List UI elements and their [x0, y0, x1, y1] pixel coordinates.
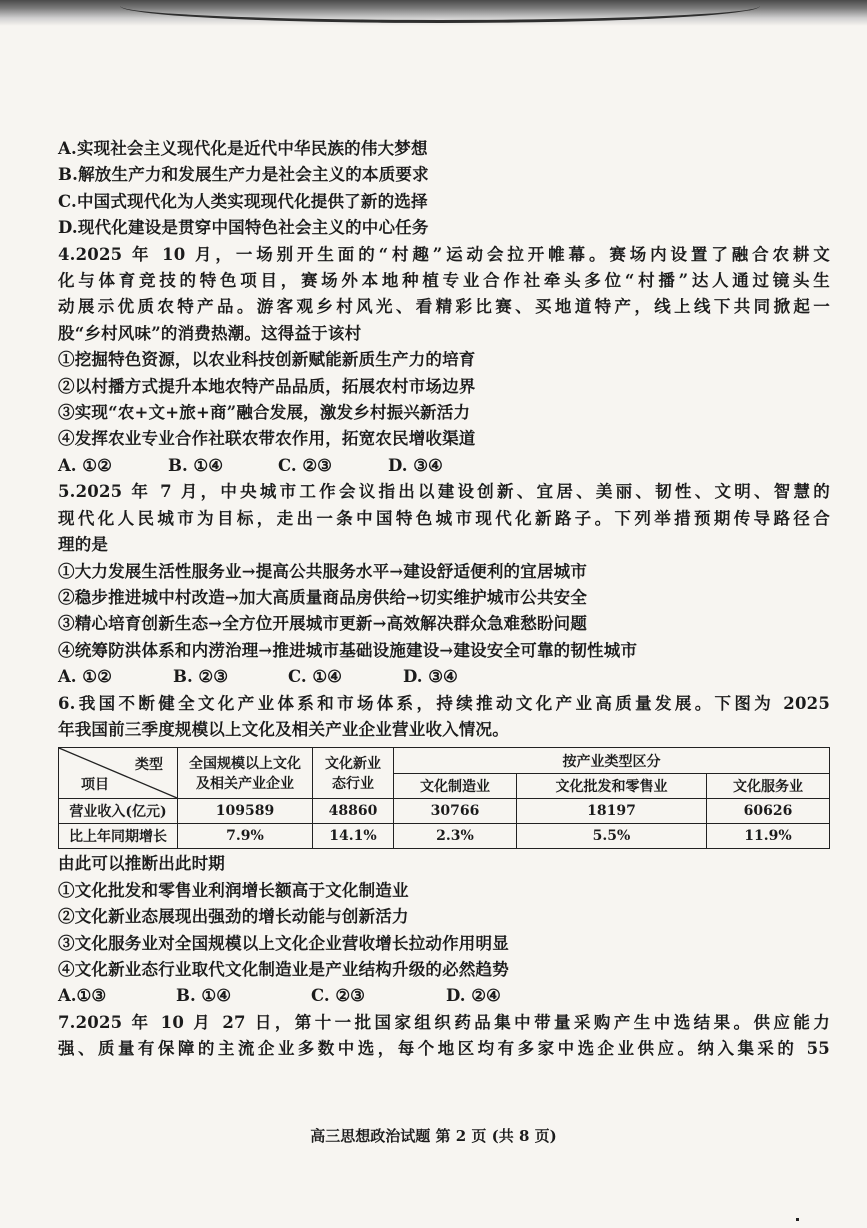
q5-item: ④统筹防洪体系和内涝治理→推进城市基础设施建设→建设安全可靠的韧性城市: [58, 640, 638, 660]
q3-option-c: C.中国式现代化为人类实现现代化提供了新的选择: [58, 191, 428, 211]
q6-stem-line: 年我国前三季度规模以上文化及相关产业企业营业收入情况。: [58, 719, 509, 739]
question-6: [58, 691, 830, 1010]
q6-stem-line: 6.我国不断健全文化产业体系和市场体系，持续推动文化产业高质量发展。下图为 2025: [58, 693, 830, 713]
col-header-all-line: 及相关产业企业: [196, 776, 294, 793]
table-cell: 2.3%: [394, 824, 517, 849]
q6-choice-a[interactable]: A.①③: [58, 986, 107, 1006]
col-header-all: [178, 748, 313, 799]
q6-choice-c[interactable]: C. ②③: [311, 986, 365, 1006]
corner-label-type: 类型: [135, 757, 163, 774]
table-cell: 30766: [394, 799, 517, 824]
scan-speck: [796, 1218, 799, 1221]
q4-choice-c[interactable]: C. ②③: [278, 455, 332, 475]
q4-stem-line: 化与体育竞技的特色项目，赛场外本地种植专业合作社牵头多位“村播”达人通过镜头生: [58, 271, 830, 291]
col-group-header: 按产业类型区分: [394, 748, 830, 774]
question-5: [58, 479, 830, 690]
q4-item: ②以村播方式提升本地农特产品品质，拓展农村市场边界: [58, 376, 476, 396]
q5-stem-line: 现代化人民城市为目标，走出一条中国特色城市现代化新路子。下列举措预期传导路径合: [58, 508, 830, 528]
table-cell: 5.5%: [516, 824, 706, 849]
table-cell: 48860: [313, 799, 394, 824]
table-cell: 11.9%: [707, 824, 830, 849]
col-header-manufacturing: 文化制造业: [394, 773, 517, 799]
table-cell: 109589: [178, 799, 313, 824]
q5-item: ③精心培育创新生态→全方位开展城市更新→高效解决群众急难愁盼问题: [58, 614, 588, 634]
q4-stem-line: 股“乡村风味”的消费热潮。这得益于该村: [58, 323, 362, 343]
question-7: [58, 1010, 830, 1063]
table-cell: 18197: [516, 799, 706, 824]
table-row: [59, 799, 830, 824]
q7-stem-line: 7.2025 年 10 月 27 日，第十一批国家组织药品集中带量采购产生中选结果。供应能力: [58, 1012, 830, 1032]
exam-page: [58, 136, 830, 1063]
q4-item: ③实现“农+文+旅+商”融合发展，激发乡村振兴新活力: [58, 403, 471, 423]
q6-choice-b[interactable]: B. ①④: [176, 986, 232, 1006]
q3-option-a: A.实现社会主义现代化是近代中华民族的伟大梦想: [58, 139, 428, 158]
q6-lead: 由此可以推断出此时期: [58, 854, 225, 874]
col-header-services: 文化服务业: [707, 773, 830, 799]
q6-choices: [58, 983, 830, 1009]
q6-item: ①文化批发和零售业利润增长额高于文化制造业: [58, 880, 409, 900]
q4-item: ①挖掘特色资源，以农业科技创新赋能新质生产力的培育: [58, 350, 476, 370]
col-header-new-format-line: 态行业: [332, 776, 374, 793]
q4-stem-line: 4.2025 年 10 月，一场别开生面的“村趣”运动会拉开帷幕。赛场内设置了融合农耕文: [58, 244, 830, 264]
q4-choices: [58, 453, 830, 479]
q5-choice-b[interactable]: B. ②③: [173, 667, 229, 687]
q4-choice-a[interactable]: A. ①②: [58, 455, 112, 475]
revenue-table: [58, 747, 830, 849]
q5-choice-c[interactable]: C. ①④: [288, 667, 342, 687]
table-corner-cell: [59, 748, 178, 799]
col-header-new-format-line: 文化新业: [325, 756, 381, 773]
page-footer: 高三思想政治试题 第 2 页 (共 8 页): [310, 1127, 557, 1145]
q4-choice-b[interactable]: B. ①④: [168, 455, 224, 475]
row-label: 营业收入(亿元): [59, 799, 178, 824]
q5-item: ①大力发展生活性服务业→提高公共服务水平→建设舒适便利的宜居城市: [58, 561, 588, 581]
q6-item: ②文化新业态展现出强劲的增长动能与创新活力: [58, 907, 409, 927]
table-cell: 60626: [707, 799, 830, 824]
col-header-all-line: 全国规模以上文化: [189, 756, 301, 773]
q5-choice-a[interactable]: A. ①②: [58, 667, 112, 687]
q5-choices: [58, 664, 830, 690]
q5-stem-line: 5.2025 年 7 月，中央城市工作会议指出以建设创新、宜居、美丽、韧性、文明、智慧的: [58, 482, 830, 502]
table-row: [59, 824, 830, 849]
q6-item: ③文化服务业对全国规模以上文化企业营收增长拉动作用明显: [58, 933, 509, 953]
q5-item: ②稳步推进城中村改造→加大高质量商品房供给→切实维护城市公共安全: [58, 587, 588, 607]
table-cell: 7.9%: [178, 824, 313, 849]
row-label: 比上年同期增长: [59, 824, 178, 849]
q4-choice-d[interactable]: D. ③④: [388, 455, 443, 475]
q6-item: ④文化新业态行业取代文化制造业是产业结构升级的必然趋势: [58, 959, 509, 979]
corner-label-item: 项目: [81, 777, 109, 794]
q3-options: [58, 136, 830, 242]
question-4: [58, 242, 830, 480]
q5-stem-line: 理的是: [58, 535, 109, 555]
q7-stem-line: 强、质量有保障的主流企业多数中选，每个地区均有多家中选企业供应。纳入集采的 55: [58, 1039, 830, 1059]
table-cell: 14.1%: [313, 824, 394, 849]
q4-item: ④发挥农业专业合作社联农带农作用，拓宽农民增收渠道: [58, 429, 476, 449]
q3-option-b: B.解放生产力和发展生产力是社会主义的本质要求: [58, 165, 429, 185]
q6-choice-d[interactable]: D. ②④: [446, 986, 501, 1006]
col-header-wholesale-retail: 文化批发和零售业: [516, 773, 706, 799]
q5-choice-d[interactable]: D. ③④: [403, 667, 458, 687]
col-header-new-format: [313, 748, 394, 799]
q4-stem-line: 动展示优质农特产品。游客观乡村风光、看精彩比赛、买地道特产，线上线下共同掀起一: [58, 297, 830, 317]
q3-option-d: D.现代化建设是贯穿中国特色社会主义的中心任务: [58, 218, 429, 238]
